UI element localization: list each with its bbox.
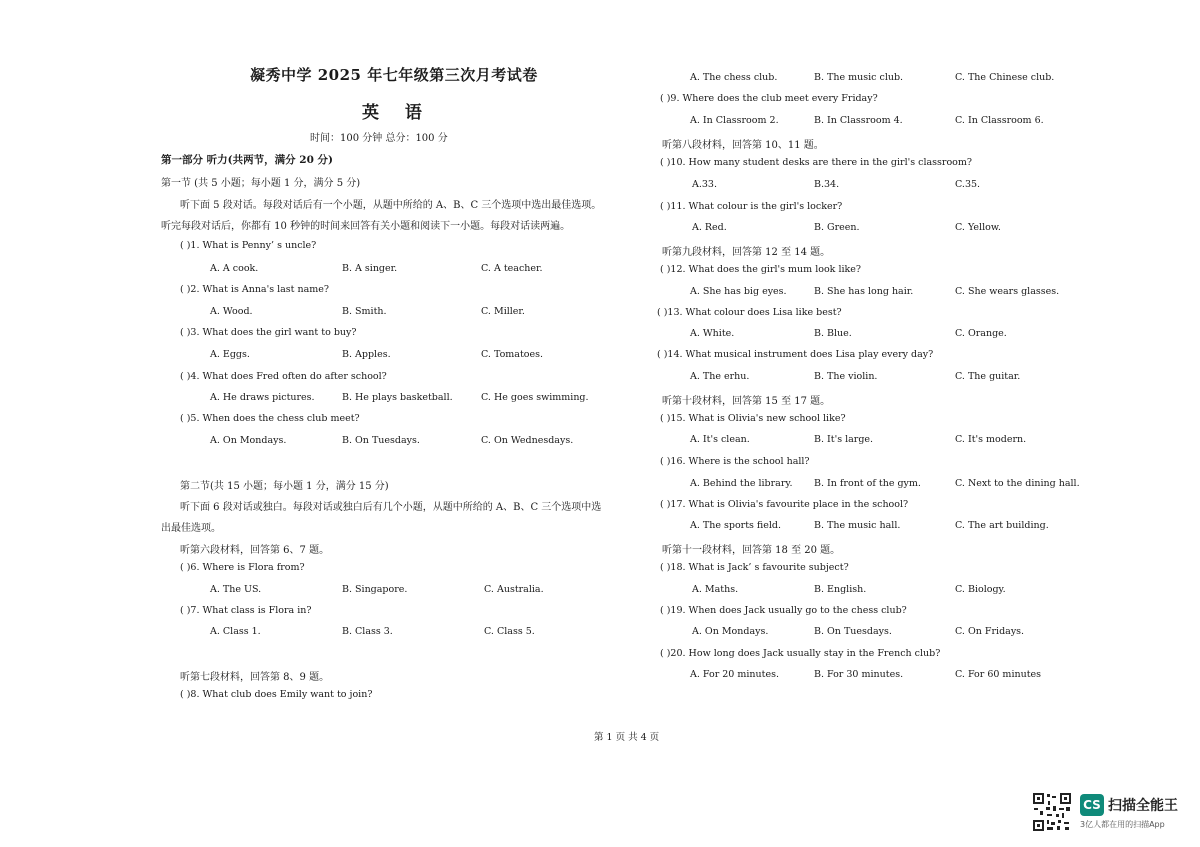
option-b: B. Blue. <box>814 328 852 339</box>
question-5: ( )5. When does the chess club meet? <box>180 413 360 424</box>
section1-instruction: 听完每段对话后，你都有 10 秒钟的时间来回答有关小题和阅读下一小题。每段对话读两遍。 <box>161 221 571 232</box>
option-a: A. Wood. <box>210 306 253 317</box>
subject-title: 英 语 <box>362 103 432 123</box>
option-a: A. The sports field. <box>690 520 782 531</box>
scanner-app-name: 扫描全能王 <box>1108 798 1178 814</box>
question-1: ( )1. What is Penny’ s uncle? <box>180 240 317 251</box>
page-number: 第 1 页 共 4 页 <box>594 732 660 743</box>
material-7-heading: 听第七段材料，回答第 8、9 题。 <box>180 672 330 683</box>
option-a: A. Red. <box>692 222 727 233</box>
question-14: ( )14. What musical instrument does Lisa play every day? <box>657 349 934 360</box>
option-b: B. For 30 minutes. <box>814 669 904 680</box>
option-c: C. In Classroom 6. <box>955 115 1044 126</box>
option-a: A. The chess club. <box>690 72 778 83</box>
part1-heading: 第一部分 听力(共两节，满分 20 分) <box>161 154 334 166</box>
qr-code-icon <box>1032 792 1072 832</box>
question-10: ( )10. How many student desks are there in the girl's classroom? <box>660 157 972 168</box>
option-a: A. It's clean. <box>690 434 750 445</box>
material-11-heading: 听第十一段材料，回答第 18 至 20 题。 <box>662 545 841 556</box>
option-a: A. In Classroom 2. <box>690 115 779 126</box>
option-c: C. Orange. <box>955 328 1007 339</box>
option-a: A. For 20 minutes. <box>690 669 779 680</box>
option-b: B.34. <box>814 179 840 190</box>
option-a: A. She has big eyes. <box>690 286 787 297</box>
section2-instruction: 出最佳选项。 <box>161 523 221 534</box>
option-c: C. Next to the dining hall. <box>955 478 1080 489</box>
section2-heading: 第二节(共 15 小题；每小题 1 分，满分 15 分) <box>180 481 389 492</box>
option-a: A. White. <box>690 328 735 339</box>
option-c: C. Biology. <box>955 584 1006 595</box>
question-16: ( )16. Where is the school hall? <box>660 456 810 467</box>
option-a: A. Eggs. <box>210 349 250 360</box>
option-c: C. It's modern. <box>955 434 1027 445</box>
option-c: C. She wears glasses. <box>955 286 1060 297</box>
option-b: B. A singer. <box>342 263 398 274</box>
question-3: ( )3. What does the girl want to buy? <box>180 327 357 338</box>
option-c: C. On Wednesdays. <box>481 435 574 446</box>
scanner-app-tagline: 3亿人都在用的扫描App <box>1080 820 1165 829</box>
camscanner-logo-icon: CS <box>1080 794 1104 816</box>
option-c: C.35. <box>955 179 981 190</box>
option-b: B. The music club. <box>814 72 904 83</box>
section1-instruction: 听下面 5 段对话。每段对话后有一个小题，从题中所给的 A、B、C 三个选项中选出最佳选项。 <box>180 200 602 211</box>
option-b: B. In Classroom 4. <box>814 115 903 126</box>
option-b: B. Apples. <box>342 349 391 360</box>
option-a: A. He draws pictures. <box>210 392 315 403</box>
material-8-heading: 听第八段材料，回答第 10、11 题。 <box>662 140 824 151</box>
question-4: ( )4. What does Fred often do after school? <box>180 371 387 382</box>
option-c: C. Tomatoes. <box>481 349 544 360</box>
option-a: A. The erhu. <box>690 371 750 382</box>
option-a: A. On Mondays. <box>210 435 287 446</box>
material-10-heading: 听第十段材料，回答第 15 至 17 题。 <box>662 396 831 407</box>
question-8: ( )8. What club does Emily want to join? <box>180 689 373 700</box>
option-b: B. The violin. <box>814 371 878 382</box>
option-c: C. Miller. <box>481 306 525 317</box>
option-a: A. Maths. <box>692 584 739 595</box>
option-c: C. The art building. <box>955 520 1049 531</box>
option-b: B. Green. <box>814 222 860 233</box>
option-a: A. A cook. <box>210 263 259 274</box>
question-2: ( )2. What is Anna's last name? <box>180 284 330 295</box>
question-15: ( )15. What is Olivia's new school like? <box>660 413 846 424</box>
option-b: B. Smith. <box>342 306 387 317</box>
option-a: A. The US. <box>210 584 262 595</box>
option-b: B. On Tuesdays. <box>342 435 420 446</box>
option-c: C. On Fridays. <box>955 626 1025 637</box>
question-20: ( )20. How long does Jack usually stay in the French club? <box>660 648 941 659</box>
material-9-heading: 听第九段材料，回答第 12 至 14 题。 <box>662 247 831 258</box>
question-18: ( )18. What is Jack’ s favourite subject? <box>660 562 849 573</box>
option-b: B. English. <box>814 584 867 595</box>
option-c: C. He goes swimming. <box>481 392 589 403</box>
section2-instruction: 听下面 6 段对话或独白。每段对话或独白后有几个小题，从题中所给的 A、B、C 三个选项中选 <box>180 502 602 513</box>
option-a: A. Behind the library. <box>690 478 793 489</box>
question-9: ( )9. Where does the club meet every Friday? <box>660 93 878 104</box>
option-a: A. Class 1. <box>210 626 261 637</box>
option-b: B. The music hall. <box>814 520 901 531</box>
option-c: C. Class 5. <box>484 626 535 637</box>
option-b: B. It's large. <box>814 434 874 445</box>
option-b: B. Class 3. <box>342 626 393 637</box>
option-c: C. The guitar. <box>955 371 1021 382</box>
option-c: C. For 60 minutes <box>955 669 1042 680</box>
exam-meta: 时间：100 分钟 总分：100 分 <box>310 133 448 144</box>
question-17: ( )17. What is Olivia's favourite place in the school? <box>660 499 909 510</box>
question-6: ( )6. Where is Flora from? <box>180 562 305 573</box>
section1-heading: 第一节 (共 5 小题；每小题 1 分，满分 5 分) <box>161 178 361 189</box>
exam-title: 凝秀中学 2025 年七年级第三次月考试卷 <box>250 66 538 84</box>
question-7: ( )7. What class is Flora in? <box>180 605 312 616</box>
option-b: B. In front of the gym. <box>814 478 921 489</box>
option-b: B. She has long hair. <box>814 286 914 297</box>
question-13: ( )13. What colour does Lisa like best? <box>657 307 842 318</box>
question-19: ( )19. When does Jack usually go to the chess club? <box>660 605 907 616</box>
question-11: ( )11. What colour is the girl's locker? <box>660 201 843 212</box>
option-a: A.33. <box>692 179 717 190</box>
material-6-heading: 听第六段材料，回答第 6、7 题。 <box>180 545 330 556</box>
option-b: B. Singapore. <box>342 584 408 595</box>
option-c: C. Yellow. <box>955 222 1001 233</box>
option-c: C. A teacher. <box>481 263 543 274</box>
option-b: B. He plays basketball. <box>342 392 453 403</box>
question-12: ( )12. What does the girl's mum look like? <box>660 264 862 275</box>
option-a: A. On Mondays. <box>692 626 769 637</box>
option-c: C. The Chinese club. <box>955 72 1055 83</box>
option-c: C. Australia. <box>484 584 544 595</box>
option-b: B. On Tuesdays. <box>814 626 892 637</box>
